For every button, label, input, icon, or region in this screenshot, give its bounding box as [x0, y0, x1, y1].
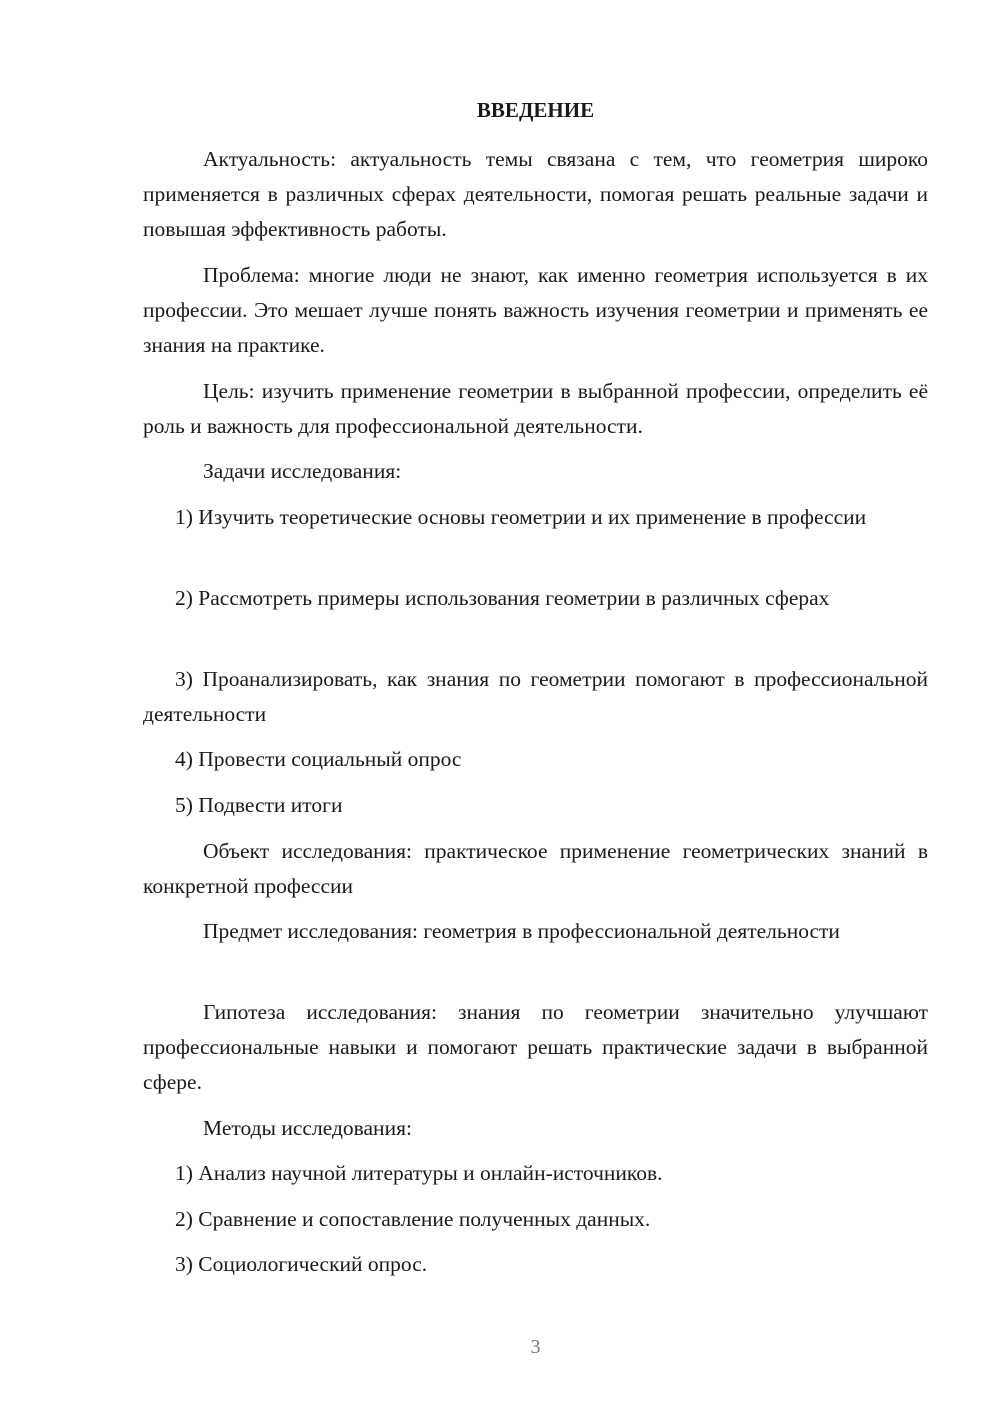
method-item-3: 3) Социологический опрос.: [175, 1252, 428, 1276]
paragraph-subject: Предмет исследования: геометрия в профессиональной деятельности: [203, 919, 840, 943]
task-item-1: 1) Изучить теоретические основы геометрии и их применение в профессии: [175, 505, 867, 529]
page-number: 3: [530, 1336, 541, 1358]
task-item-3: 3) Проанализировать, как знания по геометрии помогают в профессиональной деятельности: [143, 667, 928, 726]
tasks-title: Задачи исследования:: [203, 459, 402, 483]
method-item-2: 2) Сравнение и сопоставление полученных данных.: [175, 1207, 651, 1231]
task-item-5: 5) Подвести итоги: [175, 793, 343, 817]
paragraph-problem: Проблема: многие люди не знают, как именно геометрия используется в их профессии. Это мешает лучше понять важность изучения геометрии и применять ее знания на практике.: [143, 263, 928, 357]
method-item-1: 1) Анализ научной литературы и онлайн-источников.: [175, 1161, 663, 1185]
section-heading: ВВЕДЕНИЕ: [476, 98, 595, 122]
task-item-4: 4) Провести социальный опрос: [175, 747, 462, 771]
paragraph-hypothesis: Гипотеза исследования: знания по геометрии значительно улучшают профессиональные навыки и помогают решать практические задачи в выбранной сфере.: [143, 1000, 928, 1094]
task-item-2: 2) Рассмотреть примеры использования геометрии в различных сферах: [175, 586, 830, 610]
methods-title: Методы исследования:: [203, 1116, 412, 1140]
paragraph-goal: Цель: изучить применение геометрии в выбранной профессии, определить её роль и важность для профессиональной деятельности.: [143, 379, 928, 438]
paragraph-relevance: Актуальность: актуальность темы связана с тем, что геометрия широко применяется в различных сферах деятельности, помогая решать реальные задачи и повышая эффективность работы.: [143, 147, 928, 241]
paragraph-object: Объект исследования: практическое применение геометрических знаний в конкретной профессии: [143, 839, 928, 898]
